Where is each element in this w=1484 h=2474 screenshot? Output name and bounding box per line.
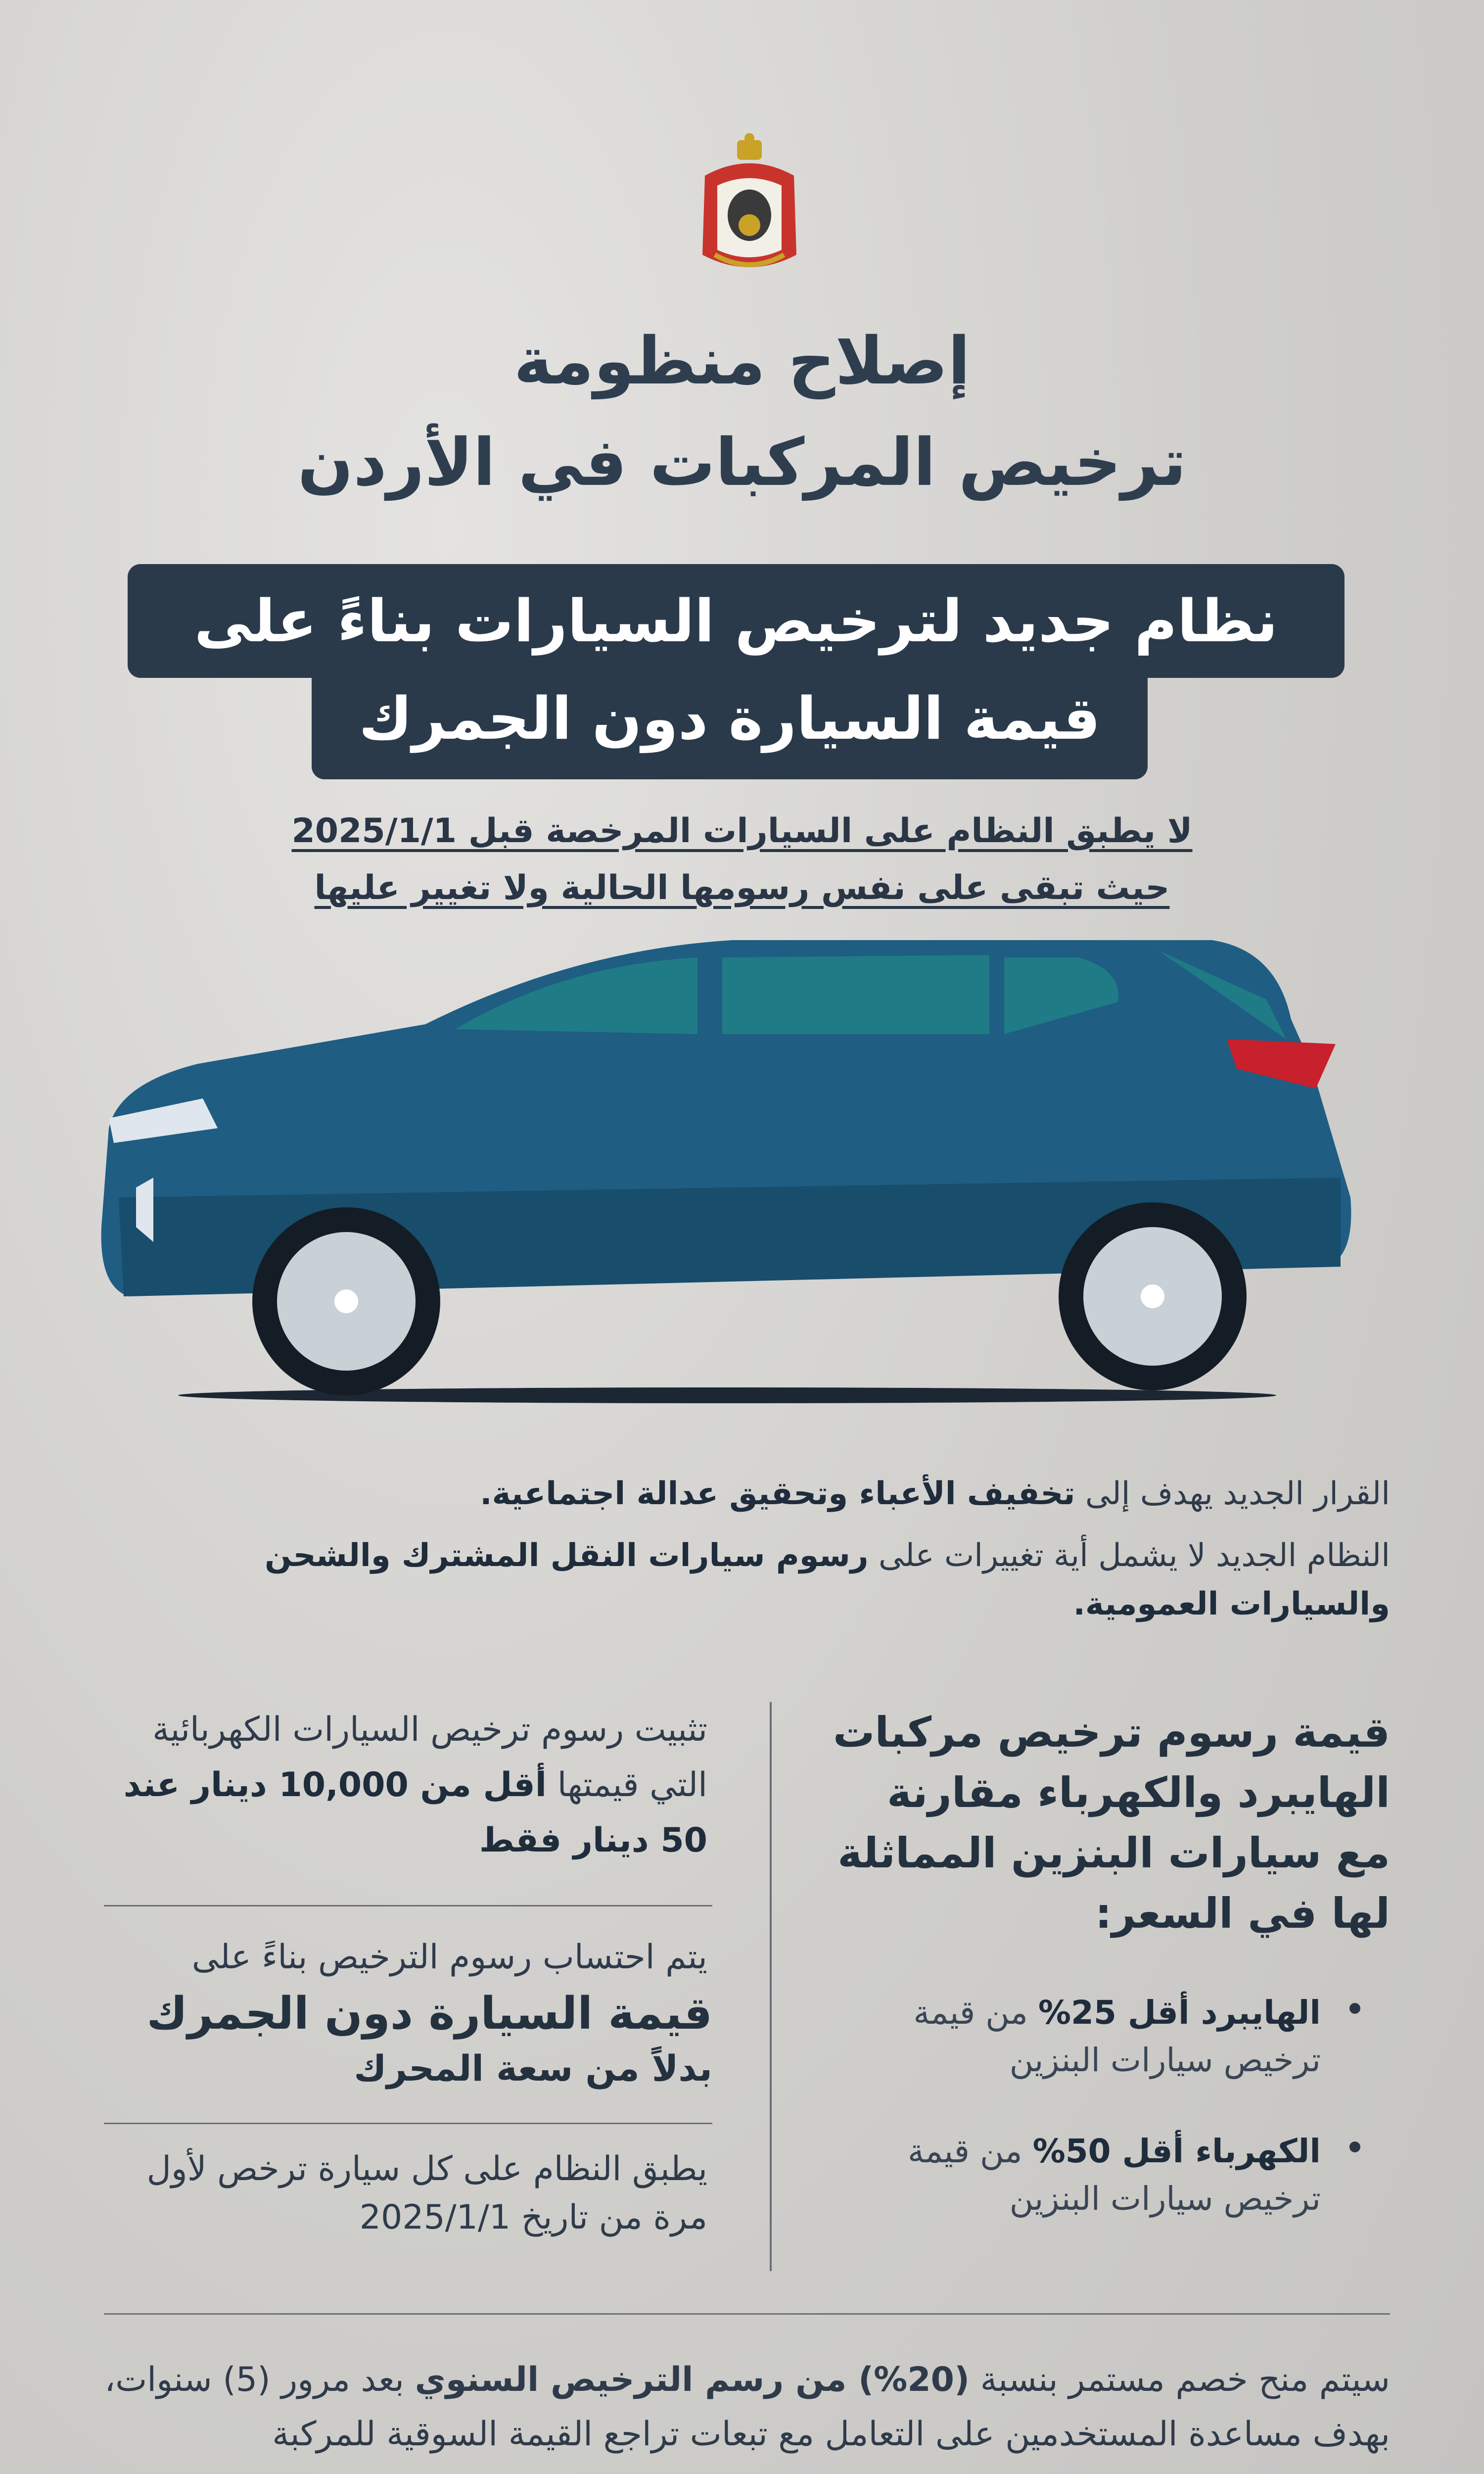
blue-suv-illustration bbox=[89, 920, 1365, 1405]
column-divider bbox=[770, 1702, 772, 2271]
intro-paragraph-2: النظام الجديد لا يشمل أية تغييرات على رسوم سيارات النقل المشترك والشحن والسيارات العمومية. bbox=[265, 1537, 1390, 1622]
exemption-note-line-2: حيث تبقى على نفس رسومها الحالية ولا تغيير عليها bbox=[314, 868, 1170, 907]
bullet-dot bbox=[1349, 2003, 1360, 2014]
page-title-line-1: إصلاح منظومة bbox=[513, 323, 971, 399]
fee-basis-instead: بدلاً من سعة المحرك bbox=[354, 2047, 712, 2089]
footer-divider bbox=[104, 2313, 1390, 2315]
fee-basis-text: يتم احتساب رسوم الترخيص بناءً على bbox=[191, 1938, 707, 1977]
fee-basis-highlight: قيمة السيارة دون الجمرك bbox=[146, 1988, 712, 2040]
intro-paragraph-1: القرار الجديد يهدف إلى تخفيف الأعباء وتحقيق عدالة اجتماعية. bbox=[480, 1475, 1390, 1512]
bullet-dot bbox=[1349, 2141, 1360, 2152]
electric-fee-fixed-block: تثبيت رسوم ترخيص السيارات الكهربائية التي قيمتها أقل من 10,000 دينار عند 50 دينار فقط bbox=[123, 1710, 707, 1860]
page-title-line-2: ترخيص المركبات في الأردن bbox=[297, 425, 1187, 501]
discount-paragraph: سيتم منح خصم مستمر بنسبة (20%) من رسم الترخيص السنوي بعد مرور (5) سنوات، بهدف مساعدة المستخدمين على التعامل مع تبعات تراجع القيمة السوقية للمركبة bbox=[104, 2360, 1390, 2454]
headline-banner-line-1: نظام جديد لترخيص السيارات بناءً على bbox=[128, 564, 1345, 678]
jordan-coat-of-arms-icon bbox=[695, 131, 804, 275]
left-divider-2 bbox=[104, 2123, 712, 2124]
effective-date-block: يطبق النظام على كل سيارة ترخص لأول مرة من تاريخ 2025/1/1 bbox=[146, 2149, 707, 2237]
bullet-electric: الكهرباء أقل 50% من قيمة ترخيص سيارات البنزين bbox=[816, 2128, 1321, 2223]
headline-banner-line-2: قيمة السيارة دون الجمرك bbox=[312, 666, 1148, 779]
hybrid-electric-heading: قيمة رسوم ترخيص مركبات الهايبرد والكهرباء مقارنة مع سيارات البنزين المماثلة لها في السعر: bbox=[833, 1708, 1390, 1938]
left-divider-1 bbox=[104, 1905, 712, 1906]
exemption-note-line-1: لا يطبق النظام على السيارات المرخصة قبل 2025/1/1 bbox=[291, 811, 1193, 851]
bullet-hybrid: الهايبرد أقل 25% من قيمة ترخيص سيارات البنزين bbox=[816, 1989, 1321, 2084]
